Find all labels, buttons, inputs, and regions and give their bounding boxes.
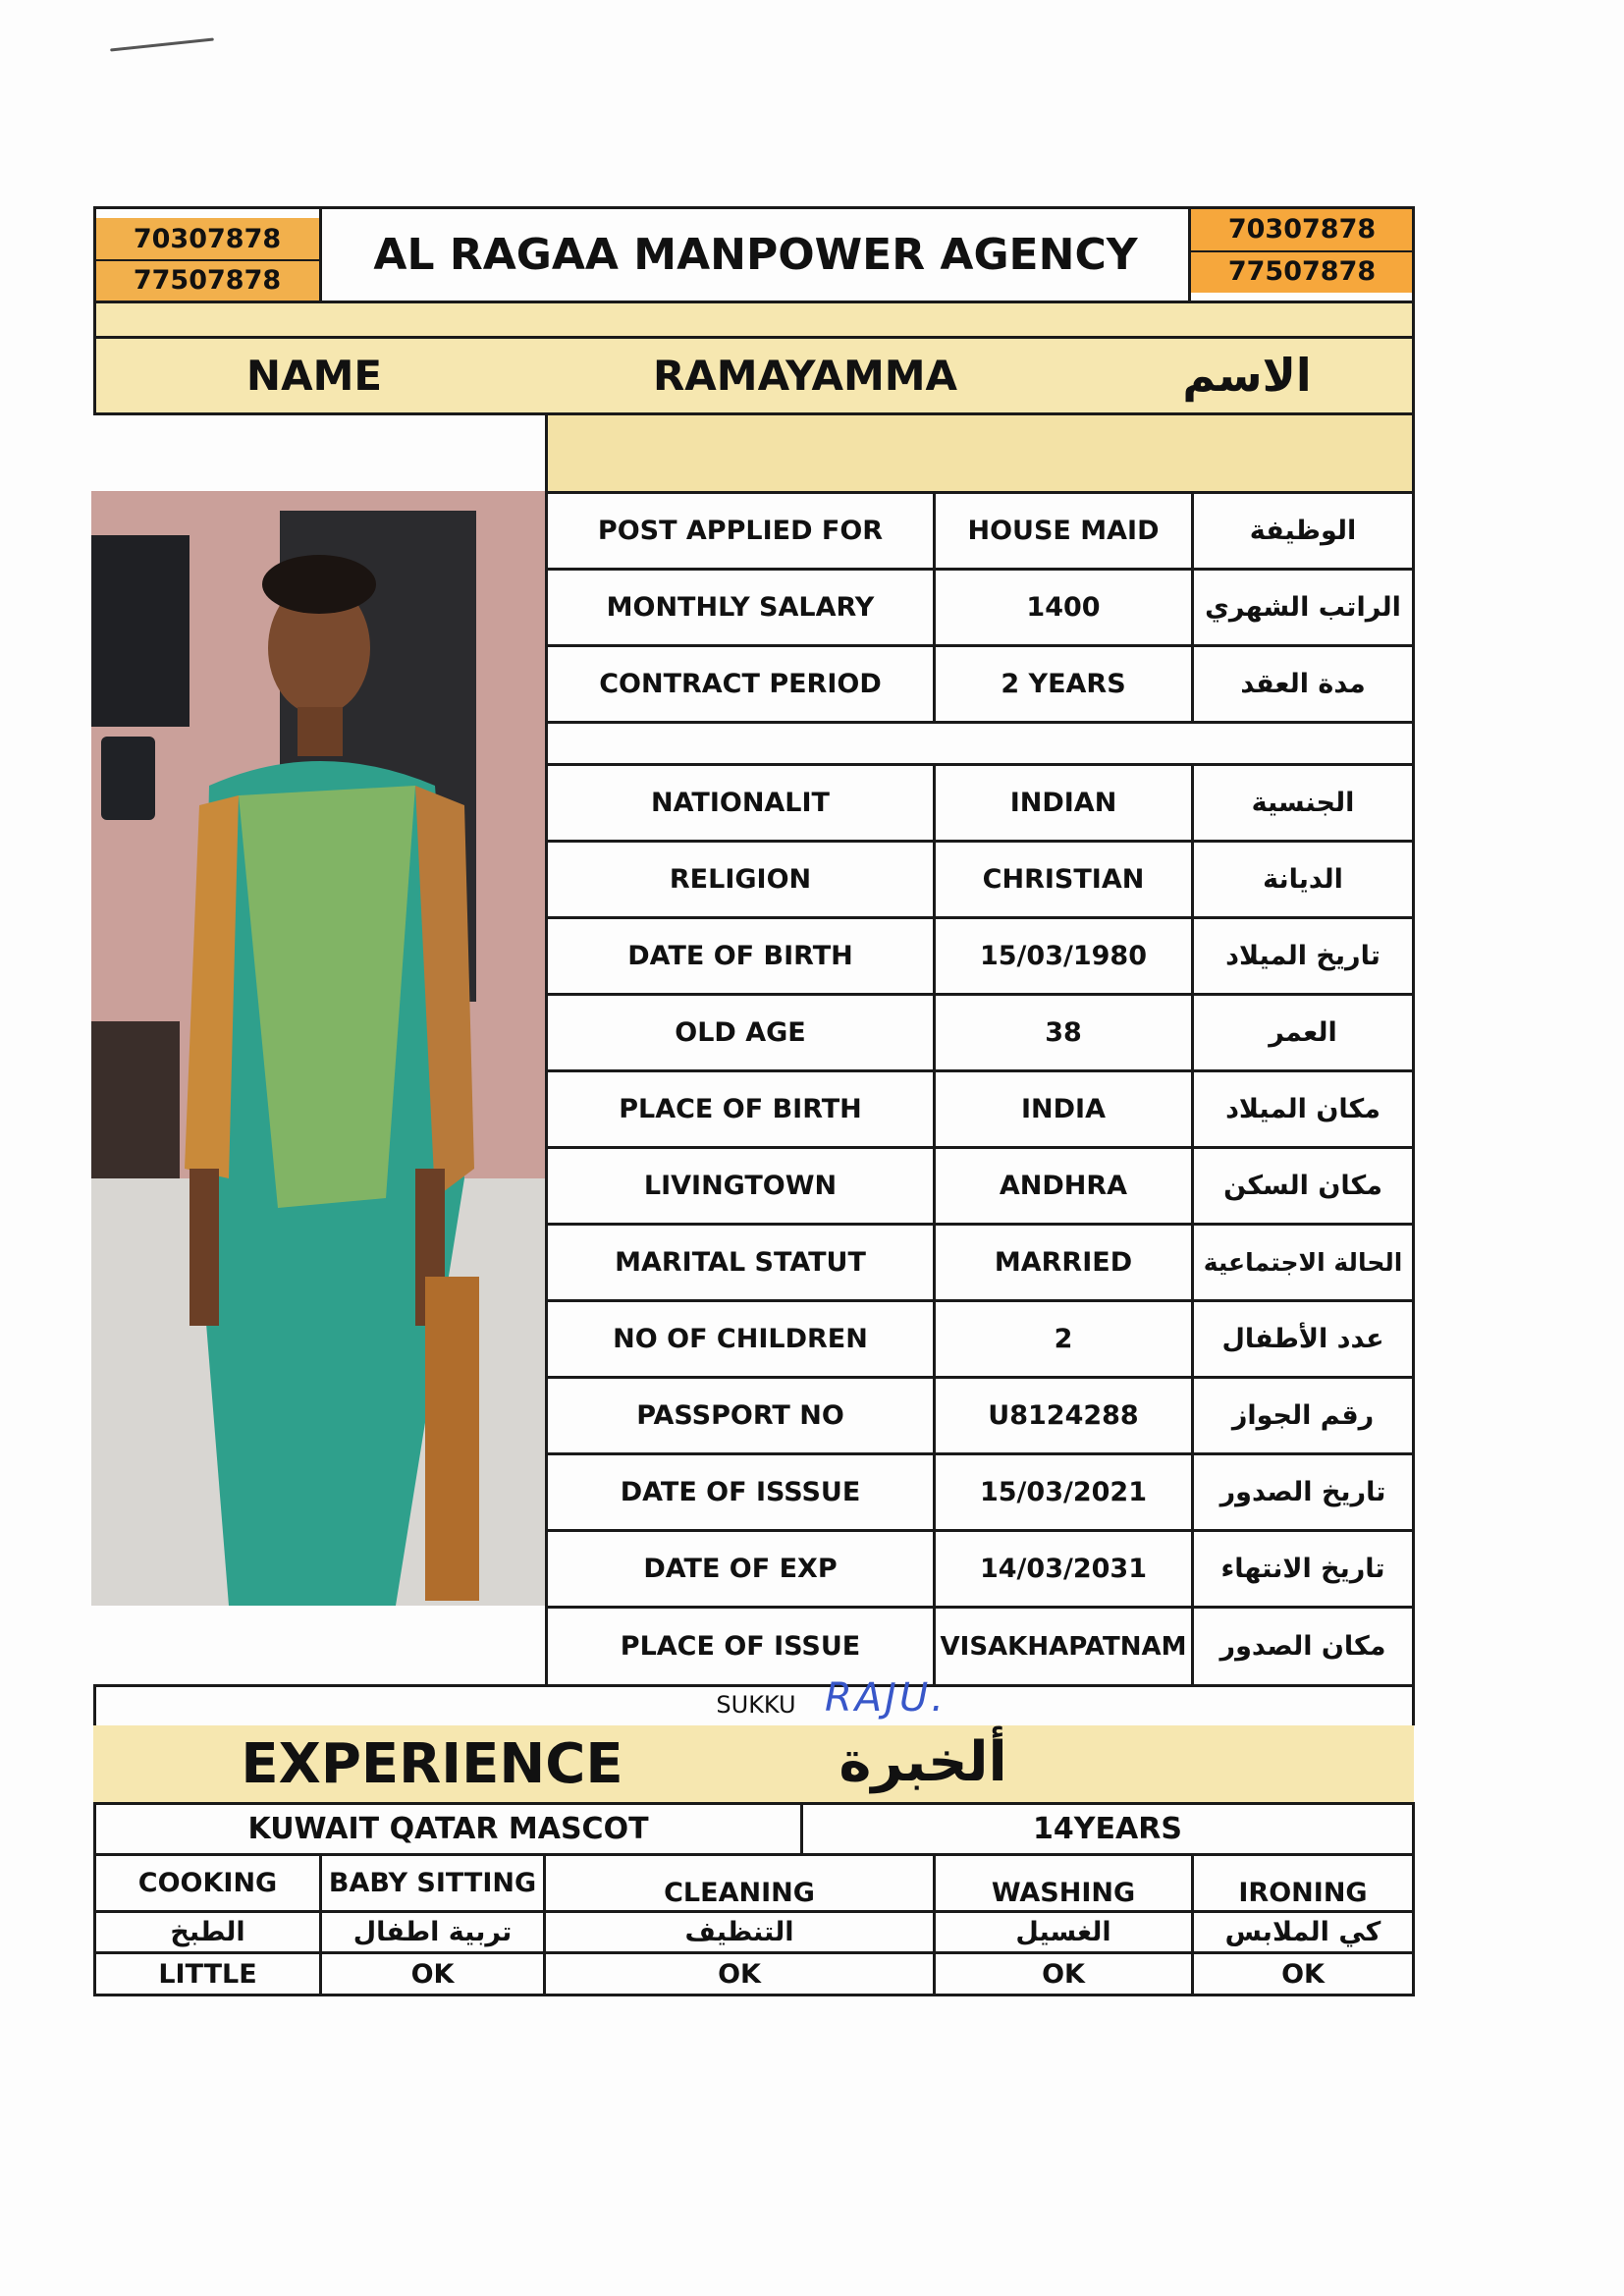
- detail-value-nationality: INDIAN: [1009, 788, 1117, 818]
- detail-value-children: 2: [1054, 1324, 1073, 1354]
- grid-line: [93, 301, 1414, 303]
- detail-value-issue-date: 15/03/2021: [979, 1477, 1147, 1507]
- grid-line: [1412, 206, 1415, 493]
- agent-left-line: [93, 1684, 96, 1725]
- skill-name-cooking: COOKING: [137, 1868, 278, 1898]
- detail-value-livingtown: ANDHRA: [999, 1171, 1128, 1201]
- detail-label-dob: DATE OF BIRTH: [627, 941, 853, 971]
- skill-level-ironing: OK: [1281, 1958, 1325, 1990]
- agent-handwritten-name: RAJU.: [825, 1675, 947, 1721]
- detail-label-ar-marital: الحالة الاجتماعية: [1203, 1248, 1403, 1277]
- skill-level-cooking: LITTLE: [158, 1958, 257, 1990]
- detail-value-religion: CHRISTIAN: [982, 864, 1145, 895]
- experience-title: EXPERIENCE: [241, 1731, 623, 1796]
- skill-level-washing: OK: [1042, 1958, 1085, 1990]
- detail-label-ar-issue-place: مكان الصدور: [1219, 1631, 1386, 1662]
- job-label-contract: CONTRACT PERIOD: [599, 669, 882, 699]
- skill-name-baby-sitting: BABY SITTING: [328, 1868, 537, 1898]
- detail-label-marital: MARITAL STATUT: [615, 1247, 866, 1278]
- detail-label-ar-children: عدد الأطفال: [1221, 1324, 1384, 1354]
- skills-hline-bottom: [93, 1994, 1414, 1996]
- detail-value-dob: 15/03/1980: [979, 941, 1147, 971]
- grid-line: [545, 412, 548, 493]
- detail-label-ar-livingtown: مكان السكن: [1223, 1171, 1382, 1201]
- detail-value-age: 38: [1045, 1017, 1082, 1048]
- detail-label-pob: PLACE OF BIRTH: [619, 1094, 862, 1124]
- skill-name-ar-cooking: الطبخ: [170, 1917, 245, 1947]
- detail-label-ar-nationality: الجنسية: [1251, 788, 1355, 818]
- experience-title-ar: ألخبرة: [839, 1729, 1007, 1794]
- detail-label-nationality: NATIONALIT: [651, 788, 830, 818]
- spacer-vline-left: [545, 721, 548, 766]
- detail-label-issue-place: PLACE OF ISSUE: [620, 1631, 861, 1662]
- detail-label-ar-age: العمر: [1269, 1017, 1337, 1048]
- phone-right-1: 70307878: [1227, 214, 1377, 245]
- spacer-vline-right: [1412, 721, 1415, 766]
- skill-name-ar-baby-sitting: تربية اطفال: [352, 1917, 513, 1947]
- job-hline-3: [545, 721, 1414, 724]
- detail-label-issue-date: DATE OF ISSSUE: [620, 1477, 861, 1507]
- skill-name-washing: WASHING: [991, 1878, 1136, 1908]
- name-sub-strip: [545, 412, 1414, 491]
- job-label-post: POST APPLIED FOR: [597, 516, 884, 546]
- skill-name-ar-ironing: كي الملابس: [1224, 1917, 1381, 1947]
- exp-row-right: [1412, 1802, 1415, 1856]
- grid-line: [93, 259, 321, 261]
- grid-line: [93, 206, 1414, 209]
- skill-name-ar-cleaning: التنظيف: [684, 1917, 794, 1947]
- detail-value-passport: U8124288: [988, 1400, 1139, 1431]
- job-label-ar-salary: الراتب الشهري: [1205, 592, 1401, 623]
- detail-label-passport: PASSPORT NO: [636, 1400, 844, 1431]
- detail-label-age: OLD AGE: [675, 1017, 806, 1048]
- job-value-post: HOUSE MAID: [967, 516, 1160, 546]
- detail-value-marital: MARRIED: [994, 1247, 1133, 1278]
- job-value-contract: 2 YEARS: [1001, 669, 1126, 699]
- name-label-ar: الاسم: [1182, 349, 1312, 402]
- grid-line: [319, 206, 322, 302]
- photo-illustration: [91, 491, 545, 1606]
- phone-left-2: 77507878: [133, 264, 282, 296]
- skill-level-cleaning: OK: [718, 1958, 761, 1990]
- agency-title: AL RAGAA MANPOWER AGENCY: [373, 229, 1138, 280]
- experience-years: 14YEARS: [1033, 1812, 1182, 1846]
- job-label-ar-post: الوظيفة: [1249, 516, 1357, 546]
- header-strip: [93, 301, 1414, 338]
- detail-label-ar-religion: الديانة: [1263, 864, 1343, 895]
- phone-left-1: 70307878: [133, 223, 282, 254]
- grid-line: [1188, 206, 1191, 302]
- name-value: RAMAYAMMA: [652, 351, 958, 400]
- skill-name-ironing: IRONING: [1238, 1878, 1368, 1908]
- agent-printed-name: SUKKU: [716, 1691, 796, 1719]
- job-label-ar-contract: مدة العقد: [1240, 669, 1366, 699]
- applicant-photo: [91, 491, 545, 1606]
- skills-vline-5: [1412, 1853, 1415, 1996]
- grid-line: [93, 412, 1414, 415]
- name-label: NAME: [245, 351, 383, 400]
- skill-level-baby-sitting: OK: [410, 1958, 455, 1990]
- phone-right-2: 77507878: [1227, 256, 1377, 287]
- detail-label-ar-passport: رقم الجواز: [1231, 1400, 1375, 1431]
- grid-line: [93, 206, 96, 414]
- job-vline-4: [1412, 491, 1415, 724]
- job-label-salary: MONTHLY SALARY: [606, 592, 875, 623]
- detail-label-ar-issue-date: تاريخ الصدور: [1219, 1477, 1386, 1507]
- job-value-salary: 1400: [1026, 592, 1101, 623]
- detail-value-pob: INDIA: [1021, 1094, 1106, 1124]
- detail-label-children: NO OF CHILDREN: [613, 1324, 868, 1354]
- detail-label-religion: RELIGION: [669, 864, 812, 895]
- agent-right-line: [1412, 1684, 1415, 1725]
- detail-value-exp-date: 14/03/2031: [979, 1554, 1147, 1584]
- skill-name-ar-washing: الغسيل: [1015, 1917, 1111, 1947]
- grid-line: [1190, 250, 1414, 252]
- detail-label-ar-dob: تاريخ الميلاد: [1225, 941, 1380, 971]
- detail-value-issue-place: VISAKHAPATNAM: [940, 1631, 1187, 1662]
- detail-label-exp-date: DATE OF EXP: [643, 1554, 838, 1584]
- detail-label-ar-pob: مكان الميلاد: [1225, 1094, 1380, 1124]
- experience-countries: KUWAIT QATAR MASCOT: [247, 1812, 649, 1846]
- detail-label-livingtown: LIVINGTOWN: [643, 1171, 838, 1201]
- detail-label-ar-exp-date: تاريخ الانتهاء: [1220, 1554, 1385, 1584]
- skill-name-cleaning: CLEANING: [664, 1878, 815, 1908]
- staple-mark: [110, 37, 214, 51]
- grid-line: [93, 336, 1414, 339]
